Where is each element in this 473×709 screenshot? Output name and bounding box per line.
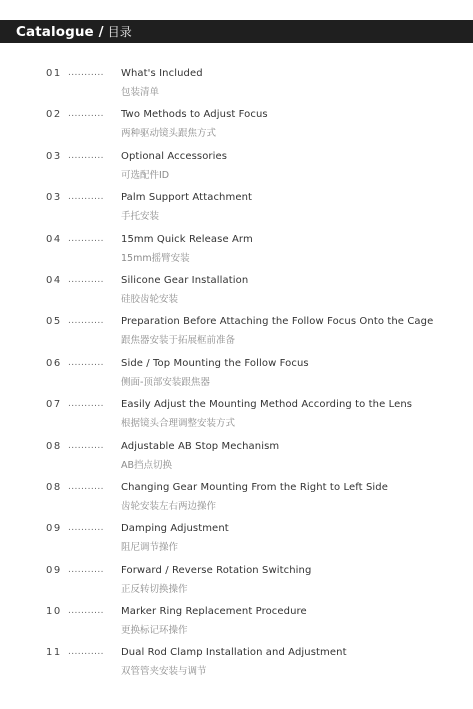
catalogue-title — [16, 23, 132, 40]
toc-leader-dots: ........... — [68, 647, 104, 658]
toc-title-en: Forward / Reverse Rotation Switching — [121, 564, 312, 576]
catalogue-title-cn: 目录 — [107, 25, 132, 39]
toc-title-cn: 双管管夹安装与调节 — [121, 666, 207, 678]
catalogue-title-en: Catalogue / — [16, 24, 104, 40]
toc-leader-dots: ........... — [68, 357, 104, 368]
toc-page-number: 01 — [46, 68, 62, 79]
toc-title-en: Damping Adjustment — [121, 523, 229, 535]
toc-page-number: 09 — [46, 564, 62, 576]
catalogue-header-bar — [0, 20, 473, 43]
toc-entry[interactable] — [0, 356, 473, 397]
toc-title-cn: 侧面-顶部安装跟焦器 — [121, 376, 210, 388]
toc-title-en: Easily Adjust the Mounting Method According to the Lens — [121, 399, 413, 411]
toc-title-en: Silicone Gear Installation — [121, 274, 249, 286]
toc-title-en: Changing Gear Mounting From the Right to Left Side — [121, 481, 388, 493]
toc-title-cn: 阻尼调节操作 — [121, 542, 179, 554]
toc-title-cn: 可选配件ID — [121, 169, 170, 181]
toc-leader-dots: ........... — [68, 316, 104, 327]
toc-page-number: 03 — [46, 150, 62, 162]
toc-title-en: Marker Ring Replacement Procedure — [121, 606, 307, 618]
toc-page-number: 10 — [46, 606, 62, 618]
toc-title-cn: 15mm摇臂安装 — [121, 252, 190, 264]
table-of-contents — [0, 66, 473, 687]
toc-entry[interactable] — [0, 149, 473, 190]
toc-entry[interactable] — [0, 604, 473, 645]
toc-page-number: 09 — [46, 523, 62, 535]
toc-title-en: Preparation Before Attaching the Follow Focus Onto the Cage — [121, 316, 434, 328]
toc-entry[interactable] — [0, 521, 473, 562]
toc-leader-dots: ........... — [68, 274, 104, 285]
toc-leader-dots: ........... — [68, 150, 104, 161]
toc-title-cn: 正反转切换操作 — [121, 583, 188, 595]
toc-title-cn: AB挡点切换 — [121, 459, 173, 471]
toc-entry[interactable] — [0, 439, 473, 480]
toc-entry[interactable] — [0, 480, 473, 521]
toc-leader-dots: ........... — [68, 564, 104, 575]
toc-leader-dots: ........... — [68, 109, 104, 120]
toc-title-cn: 包装清单 — [121, 87, 160, 98]
toc-page-number: 03 — [46, 192, 62, 204]
toc-title-cn: 跟焦器安装于拓展框前准备 — [121, 335, 236, 347]
toc-title-cn: 更换标记环操作 — [121, 625, 188, 637]
toc-leader-dots: ........... — [68, 192, 104, 203]
toc-entry[interactable] — [0, 190, 473, 231]
toc-title-en: Side / Top Mounting the Follow Focus — [121, 357, 309, 369]
toc-leader-dots: ........... — [68, 399, 104, 410]
toc-title-cn: 手托安装 — [121, 211, 160, 223]
toc-title-en: Dual Rod Clamp Installation and Adjustment — [121, 647, 347, 659]
toc-title-en: Two Methods to Adjust Focus — [121, 109, 268, 121]
toc-page-number: 05 — [46, 316, 62, 328]
toc-leader-dots: ........... — [68, 523, 104, 534]
toc-page-number: 02 — [46, 109, 62, 121]
toc-leader-dots: ........... — [68, 233, 104, 244]
toc-page-number: 04 — [46, 274, 62, 286]
toc-page-number: 08 — [46, 481, 62, 493]
toc-leader-dots: ........... — [68, 606, 104, 617]
toc-title-cn: 硅胶齿轮安装 — [121, 293, 179, 305]
toc-title-en: 15mm Quick Release Arm — [121, 233, 253, 245]
toc-leader-dots: ........... — [68, 440, 104, 451]
toc-page-number: 11 — [46, 647, 62, 659]
toc-page-number: 06 — [46, 357, 62, 369]
toc-entry[interactable] — [0, 232, 473, 273]
toc-page-number: 04 — [46, 233, 62, 245]
toc-title-en: What's Included — [121, 68, 203, 79]
toc-entry[interactable] — [0, 107, 473, 148]
toc-entry[interactable] — [0, 66, 473, 107]
toc-entry[interactable] — [0, 645, 473, 686]
toc-entry[interactable] — [0, 273, 473, 314]
toc-leader-dots: ........... — [68, 481, 104, 492]
toc-entry[interactable] — [0, 314, 473, 355]
toc-leader-dots: ........... — [68, 68, 104, 78]
toc-entry[interactable] — [0, 397, 473, 438]
toc-title-cn: 根据镜头合理调整安装方式 — [121, 418, 236, 430]
toc-title-en: Palm Support Attachment — [121, 192, 253, 204]
toc-entry[interactable] — [0, 563, 473, 604]
toc-title-en: Adjustable AB Stop Mechanism — [121, 440, 280, 452]
toc-page-number: 08 — [46, 440, 62, 452]
toc-title-cn: 齿轮安装左右两边操作 — [121, 500, 217, 512]
toc-title-en: Optional Accessories — [121, 150, 228, 162]
toc-title-cn: 两种驱动镜头跟焦方式 — [121, 128, 217, 140]
toc-page-number: 07 — [46, 399, 62, 411]
